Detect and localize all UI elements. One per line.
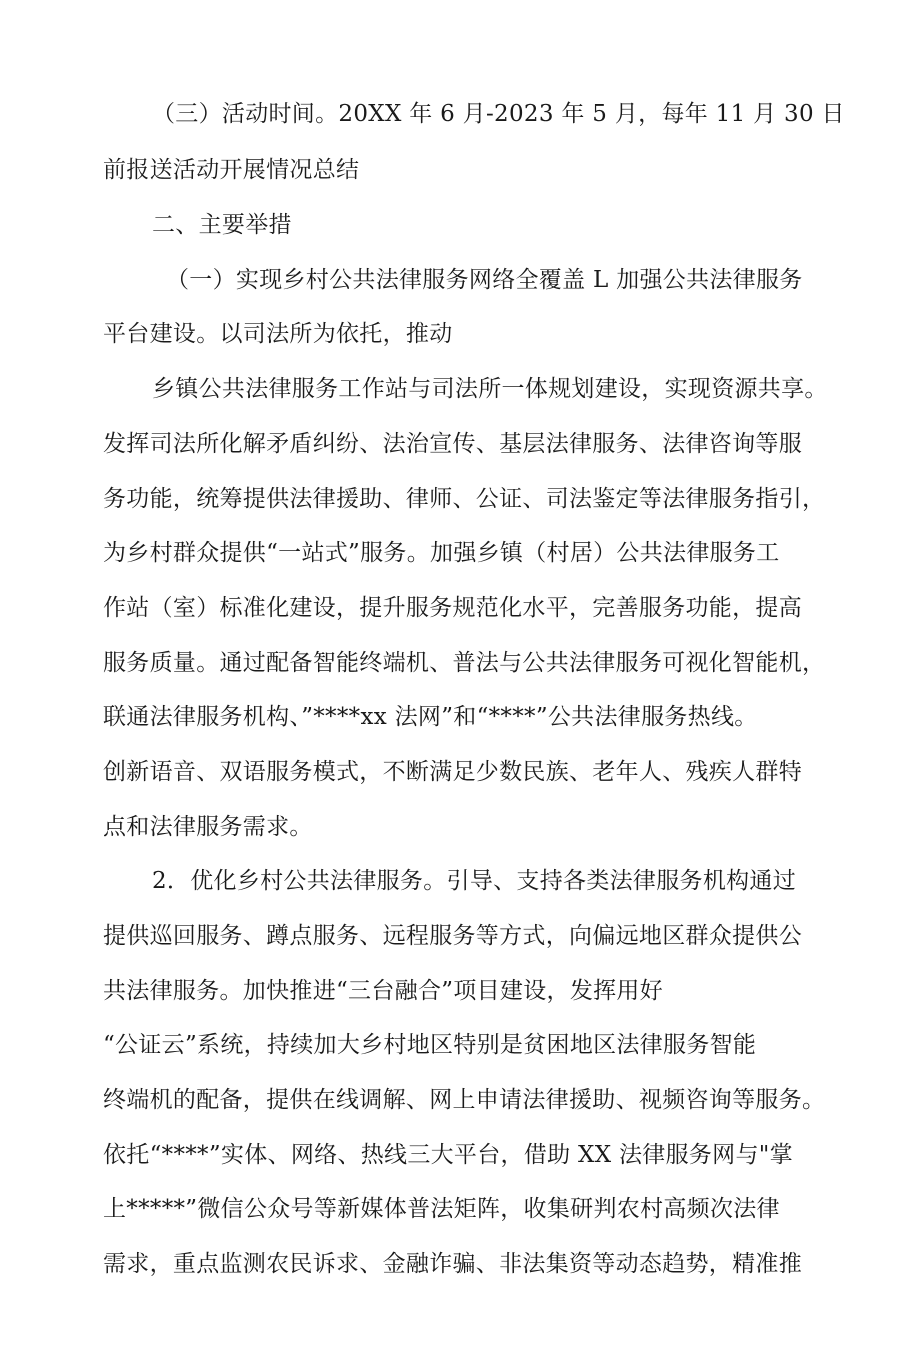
text-line: 点和法律服务需求。 bbox=[103, 814, 313, 840]
subsection-heading: （一）实现乡村公共法律服务网络全覆盖 L 加强公共法律服务 bbox=[166, 267, 803, 293]
text-line: 前报送活动开展情况总结 bbox=[103, 157, 360, 183]
text-line: 创新语音、双语服务模式，不断满足少数民族、老年人、残疾人群特 bbox=[103, 759, 802, 785]
numbered-item: 2．优化乡村公共法律服务。引导、支持各类法律服务机构通过 bbox=[152, 868, 797, 894]
text-line: 平台建设。以司法所为依托，推动 bbox=[103, 321, 453, 347]
text-line: 联通法律服务机构、”****xx 法网”和“****”公共法律服务热线。 bbox=[103, 704, 758, 730]
text-line: 为乡村群众提供“一站式”服务。加强乡镇（村居）公共法律服务工 bbox=[103, 540, 780, 566]
text-line: 乡镇公共法律服务工作站与司法所一体规划建设，实现资源共享。 bbox=[152, 376, 828, 402]
section-heading: 二、主要举措 bbox=[152, 212, 292, 238]
text-line: “公证云”系统，持续加大乡村地区特别是贫困地区法律服务智能 bbox=[103, 1032, 757, 1058]
text-line: 上*****”微信公众号等新媒体普法矩阵，收集研判农村高频次法律 bbox=[103, 1196, 780, 1222]
text-line: 共法律服务。加快推进“三台融合”项目建设，发挥用好 bbox=[103, 978, 664, 1004]
text-line: 务功能，统筹提供法律援助、律师、公证、司法鉴定等法律服务指引， bbox=[103, 486, 826, 512]
text-line: 作站（室）标准化建设，提升服务规范化水平，完善服务功能，提高 bbox=[103, 595, 802, 621]
text-line: 需求，重点监测农民诉求、金融诈骗、非法集资等动态趋势，精准推 bbox=[103, 1251, 802, 1277]
text-line: （三）活动时间。20XX 年 6 月-2023 年 5 月，每年 11 月 30 日 bbox=[152, 101, 845, 127]
text-line: 依托“****”实体、网络、热线三大平台，借助 XX 法律服务网与"掌 bbox=[103, 1142, 793, 1168]
text-line: 提供巡回服务、蹲点服务、远程服务等方式，向偏远地区群众提供公 bbox=[103, 923, 802, 949]
text-line: 终端机的配备，提供在线调解、网上申请法律援助、视频咨询等服务。 bbox=[103, 1087, 826, 1113]
text-line: 服务质量。通过配备智能终端机、普法与公共法律服务可视化智能机， bbox=[103, 650, 826, 676]
text-line: 发挥司法所化解矛盾纠纷、法治宣传、基层法律服务、法律咨询等服 bbox=[103, 431, 802, 457]
